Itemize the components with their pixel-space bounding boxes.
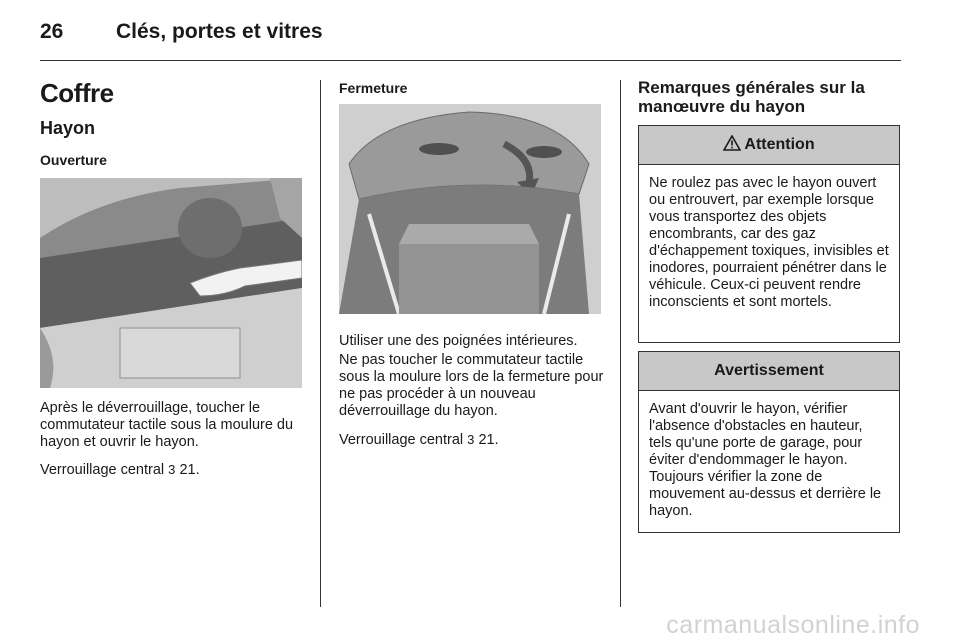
attention-text: Ne roulez pas avec le hayon ouvert ou entrouvert, par exemple lorsque vous transportez des objets encombrants, car des gaz d'échappement toxiques, invisibles et inodores, pourraient pénétrer dans le véhicule. Ceux-ci peuvent rendre inconscients et sont mortels. xyxy=(649,175,889,310)
warning-triangle-icon xyxy=(723,135,741,156)
xref-label: Verrouillage central xyxy=(40,462,165,478)
closing-paragraph-1: Utiliser une des poignées intérieures. xyxy=(339,333,578,349)
attention-header xyxy=(639,126,899,165)
closing-paragraph-2: Ne pas toucher le commutateur tactile sous la moulure lors de la fermeture pour ne pas procéder à un nouveau déverrouillage du hayon. xyxy=(339,352,604,419)
warning-box xyxy=(638,351,900,533)
attention-box xyxy=(638,125,900,343)
column-divider-1 xyxy=(320,80,321,607)
warning-title: Avertissement xyxy=(714,362,824,379)
central-locking-reference xyxy=(40,461,200,479)
page-number: 26 xyxy=(40,20,64,43)
attention-title: Attention xyxy=(744,136,815,153)
warning-header xyxy=(639,352,899,391)
arrow-right-icon: 3 xyxy=(168,462,176,477)
subsection-title: Hayon xyxy=(40,118,96,138)
watermark: carmanualsonline.info xyxy=(666,611,920,639)
section-title: Coffre xyxy=(40,78,114,108)
column-divider-2 xyxy=(620,80,621,607)
xref-page-2: 21. xyxy=(478,432,499,448)
opening-paragraph: Après le déverrouillage, toucher le commutateur tactile sous la moulure du hayon et ouvrir le hayon. xyxy=(40,400,294,450)
tailgate-opening-photo xyxy=(40,178,302,388)
tailgate-closing-photo xyxy=(339,104,601,314)
opening-heading: Ouverture xyxy=(40,152,107,168)
arrow-right-icon: 3 xyxy=(467,432,475,447)
general-remarks-title: Remarques générales sur la manœuvre du hayon xyxy=(638,78,865,116)
xref-page: 21. xyxy=(179,462,200,478)
central-locking-reference-2 xyxy=(339,431,499,449)
closing-heading: Fermeture xyxy=(339,80,408,96)
chapter-title: Clés, portes et vitres xyxy=(116,20,323,43)
warning-text: Avant d'ouvrir le hayon, vérifier l'absence d'obstacles en hauteur, tels qu'une porte de garage, pour éviter d'endommager le hayon. Toujours vérifier la zone de mouvement au-dessus et derrière le hayon. xyxy=(649,401,882,519)
header-divider xyxy=(40,60,901,61)
xref-label-2: Verrouillage central xyxy=(339,432,464,448)
